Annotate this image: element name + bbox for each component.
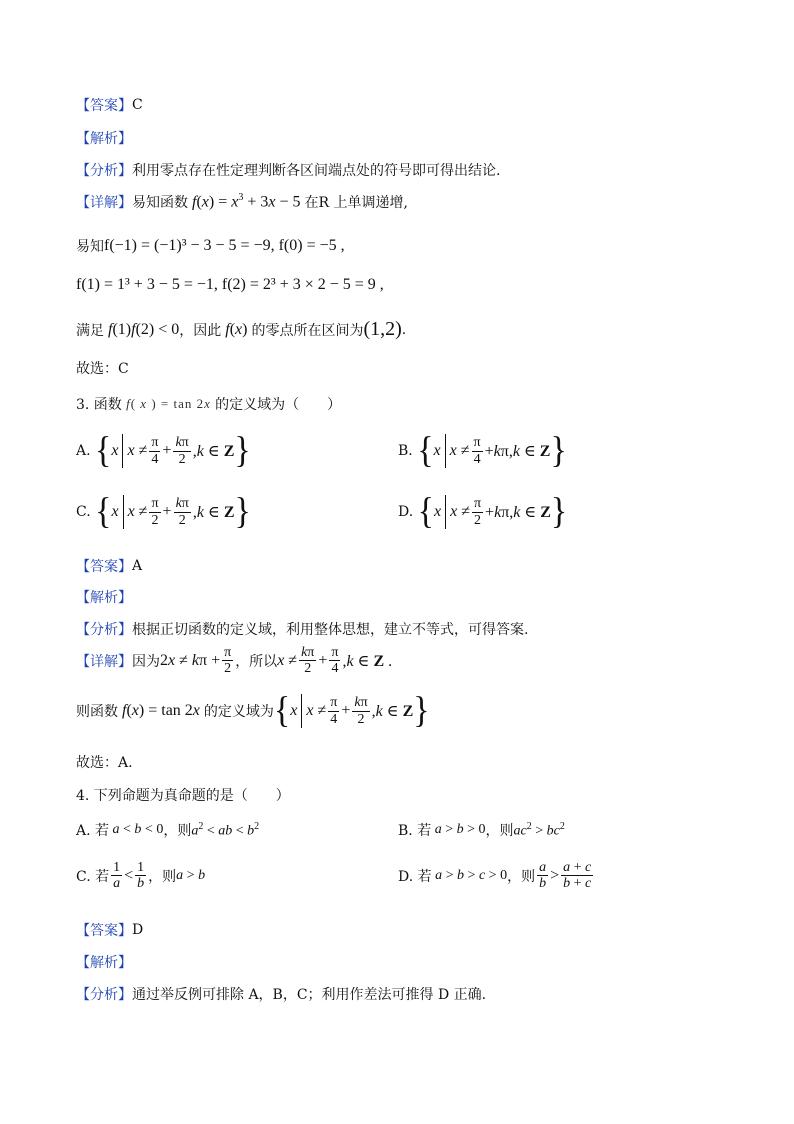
fenxi-tag: 【分析】: [76, 987, 132, 1003]
math-expr: f(1)f(2) < 0: [108, 320, 180, 338]
math-expr: f(x) = tan 2x: [122, 702, 200, 719]
answer-value: A: [132, 558, 143, 574]
fenxi-text: 通过举反例可排除 A，B，C；利用作差法可推得 D 正确.: [132, 987, 487, 1003]
xiangjie-tag: 【详解】: [76, 653, 132, 670]
q2-detail-line-4: 满足 f(1)f(2) < 0 ，因此 f(x) 的零点所在区间为 (1,2) .: [76, 318, 407, 340]
math-expr: x ≠: [277, 651, 298, 669]
q3-conclusion: [76, 752, 133, 772]
analysis-tag: 【解析】: [76, 955, 132, 971]
q2-detail-line-3: [76, 276, 384, 294]
math-expr: (1,2): [363, 318, 402, 340]
option-label: A. 若: [76, 823, 110, 839]
q3-answer-line: [76, 556, 142, 576]
option-label: C. 若: [76, 868, 110, 885]
option-label: A.: [76, 443, 91, 459]
xiangjie-tag: 【详解】: [76, 195, 132, 211]
detail-text: 满足: [76, 322, 104, 339]
option-text: ，则: [507, 868, 536, 885]
fenxi-text: 根据正切函数的定义域，利用整体思想，建立不等式，可得答案.: [132, 622, 529, 638]
option-text: ，则: [485, 823, 514, 839]
question-stem: 4. 下列命题为真命题的是（ ）: [76, 788, 290, 804]
option-label: C.: [76, 504, 91, 520]
math-expr: 2x ≠ kπ +: [160, 651, 221, 669]
q3-option-d: D. { x x ≠ $\frac{\pi}{2}$ +kπ,k ∈ Z }: [398, 491, 568, 532]
detail-text: 易知函数: [132, 195, 188, 211]
fenxi-text: 利用零点存在性定理判断各区间端点处的符号即可得出结论.: [132, 163, 501, 179]
detail-text: 易知: [76, 239, 104, 255]
q3-analysis-line: [76, 587, 132, 607]
option-label: B. 若: [398, 823, 432, 839]
q3-detail-line-2: 则函数 f(x) = tan 2x 的定义域为 { x x ≠ $\frac{\pi}{4}$ + $\frac{k\pi}{2}$ ,k ∈ Z }: [76, 690, 430, 731]
analysis-tag: 【解析】: [76, 590, 132, 606]
q4-option-b: B. 若 a > b > 0 ，则 $ac^2 > bc^2$: [398, 820, 565, 839]
q3-option-b: B. { x x ≠ $\frac{\pi}{4}$ +kπ,k ∈ Z }: [398, 430, 567, 471]
detail-text: ，因此: [179, 322, 222, 339]
q4-option-a: A. 若 a < b < 0 ，则 $a^2$ < ab < $b^2$: [76, 820, 260, 839]
q2-detail-line-1: [76, 192, 408, 212]
q2-analysis-line: [76, 128, 132, 148]
option-label: D. 若: [398, 868, 432, 885]
conclusion-text: 故选：A.: [76, 755, 133, 771]
q4-option-c: C. 若 $\frac{1}{a}$ < $\frac{1}{b}$ ，则 a > b: [76, 860, 206, 892]
detail-text: 则函数: [76, 704, 118, 720]
option-text: ，则: [148, 868, 177, 885]
answer-tag: 【答案】: [76, 559, 132, 575]
math-expr: f(1) = 1³ + 3 − 5 = −1, f(2) = 2³ + 3 × 2 − 5 = 9 ,: [76, 276, 384, 293]
answer-value: D: [132, 922, 144, 938]
q2-detail-line-2: [76, 236, 345, 256]
answer-tag: 【答案】: [76, 923, 132, 939]
detail-text: 在R 上单调递增,: [304, 195, 408, 211]
q3-detail-line-1: 【详解】 因为 2x ≠ kπ + $\frac{\pi}{2}$ ，所以 x ≠ $\frac{k\pi}{2}$ + $\frac{\pi}{4}$ ,k ∈ Z .: [76, 645, 393, 677]
q4-analysis-line: [76, 952, 132, 972]
fenxi-tag: 【分析】: [76, 163, 132, 179]
detail-text: 的定义域为: [203, 704, 274, 720]
math-expr: $f(x) = x^3 + 3x - 5$: [192, 192, 305, 211]
fenxi-tag: 【分析】: [76, 622, 132, 638]
math-expr: f(−1) = (−1)³ − 3 − 5 = −9, f(0) = −5 ,: [104, 237, 345, 254]
detail-text: ，所以: [235, 653, 278, 670]
answer-value: C: [132, 97, 143, 113]
answer-tag: 【答案】: [76, 98, 132, 114]
math-expr: f( x ) = tan 2x: [126, 396, 211, 411]
q2-answer-line: [76, 95, 143, 115]
detail-text: 因为: [132, 653, 160, 670]
q3-option-a: A. { x x ≠ $\frac{\pi}{4}$ + $\frac{k\pi}{2}$ ,k ∈ Z }: [76, 430, 251, 471]
question-stem: 的定义域为（ ）: [215, 397, 342, 413]
detail-text: 的零点所在区间为: [251, 322, 364, 339]
option-text: ，则: [163, 823, 192, 839]
q3-fenxi-line: [76, 619, 528, 639]
math-expr: f(x): [225, 320, 252, 338]
q4-option-d: D. 若 a > b > c > 0 ，则 $\frac{a}{b}$ > $\frac{a + c}{b + c}$: [398, 860, 592, 892]
question-stem: 3. 函数: [76, 397, 122, 413]
option-label: B.: [398, 443, 413, 459]
q4-stem: [76, 785, 290, 805]
q3-stem: [76, 394, 341, 414]
q4-fenxi-line: [76, 984, 486, 1004]
q3-option-c: C. { x x ≠ $\frac{\pi}{2}$ + $\frac{k\pi}{2}$ ,k ∈ Z }: [76, 491, 251, 532]
analysis-tag: 【解析】: [76, 131, 132, 147]
q2-fenxi-line: [76, 160, 500, 180]
conclusion-text: 故选：C: [76, 361, 129, 377]
q4-answer-line: [76, 920, 143, 940]
option-label: D.: [398, 504, 414, 520]
q2-conclusion: [76, 358, 129, 378]
